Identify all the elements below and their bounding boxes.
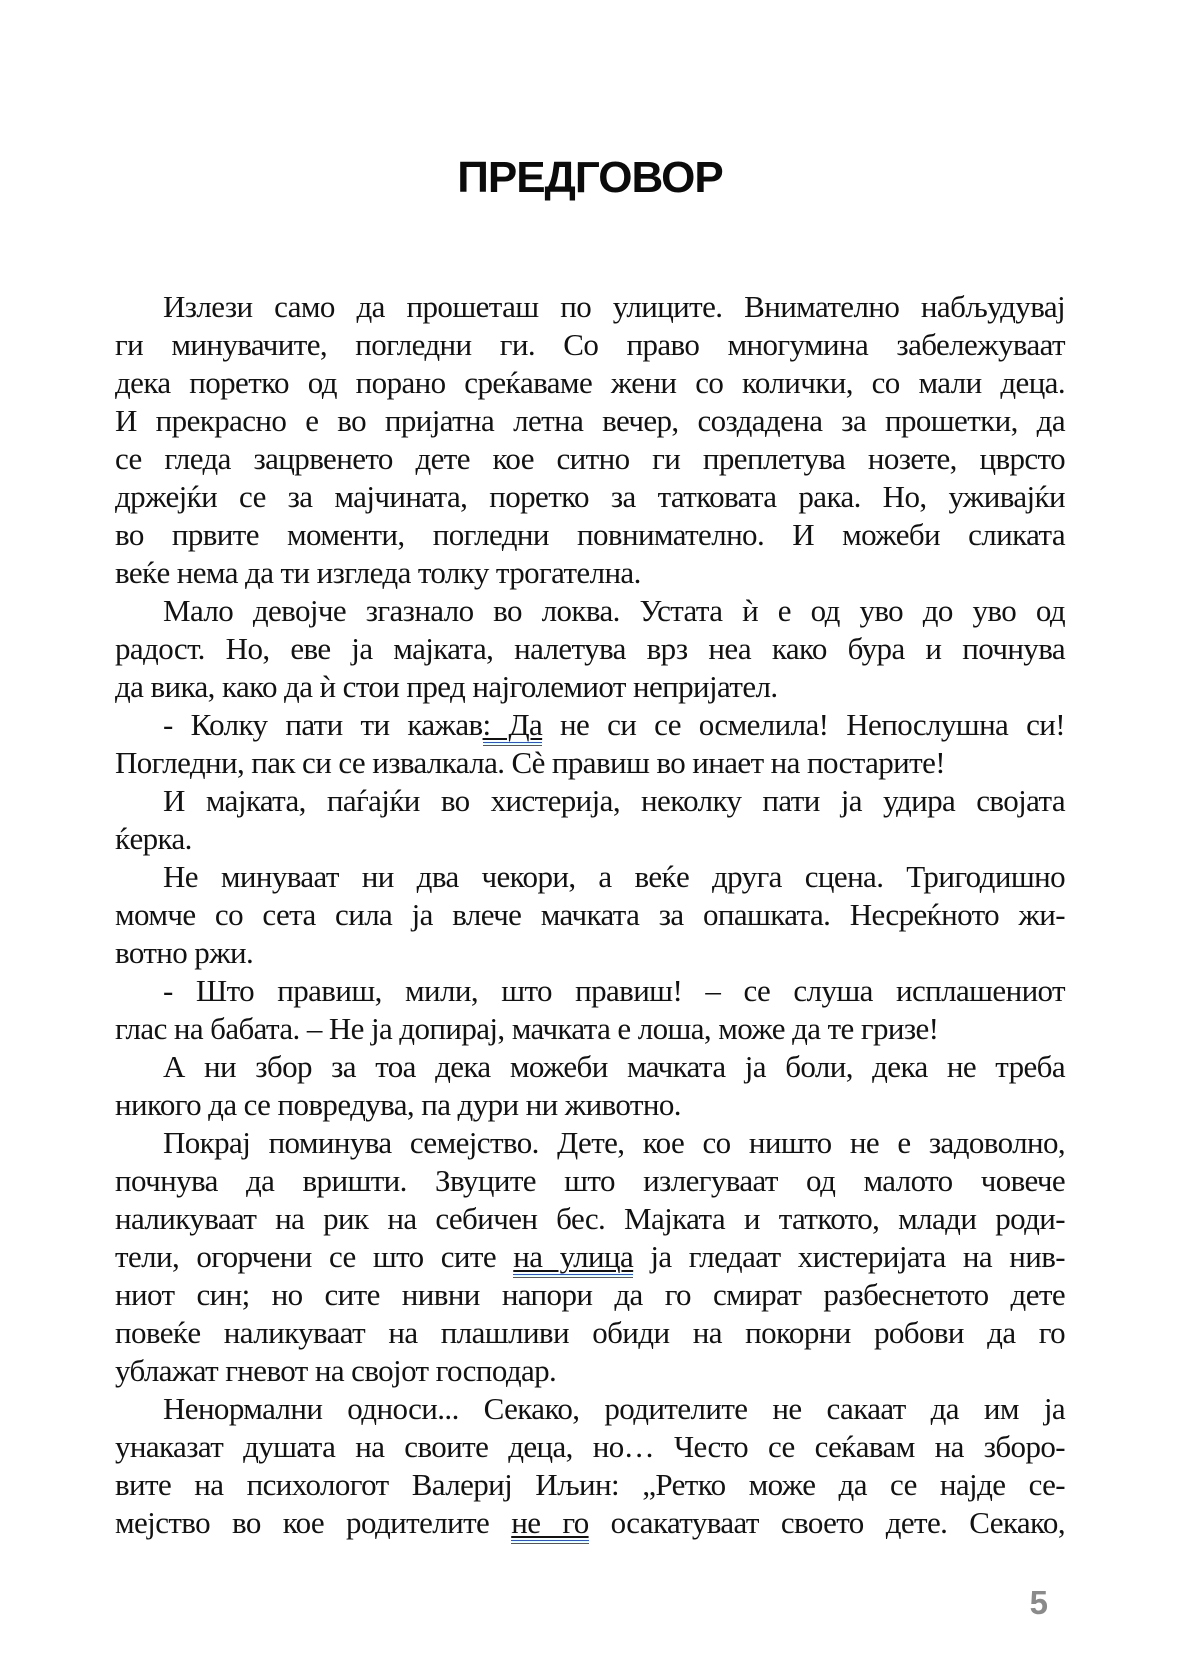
text-line — [115, 1390, 1065, 1428]
text-line — [115, 1162, 1065, 1200]
text-segment: не си се осмелила! Непослушна си! — [542, 707, 1065, 742]
text-line — [115, 668, 1065, 706]
text-line — [115, 592, 1065, 630]
text-line — [115, 630, 1065, 668]
text-line — [115, 934, 1065, 972]
text-line — [115, 1466, 1065, 1504]
text-segment: држејќи се за мајчината, поретко за татковата рака. Но, уживајќи — [115, 479, 1065, 514]
text-line — [115, 782, 1065, 820]
text-segment: Излези само да прошеташ по улиците. Внимателно набљудувај — [163, 289, 1065, 324]
text-segment: ублажат гневот на својот господар. — [115, 1353, 557, 1388]
text-segment: Мало девојче згазнало во локва. Устата ѝ е од уво до уво од — [163, 593, 1065, 628]
text-segment: Ненормални односи... Секако, родителите не сакаат да им ја — [163, 1391, 1065, 1426]
text-line — [115, 364, 1065, 402]
text-line — [115, 1276, 1065, 1314]
text-segment: почнува да вришти. Звуците што излегуваат од малото човече — [115, 1163, 1065, 1198]
text-segment: глас на бабата. – Не ја допирај, мачката е лоша, може да те гризе! — [115, 1011, 939, 1046]
text-line — [115, 1504, 1065, 1542]
text-segment: ќерка. — [115, 821, 192, 856]
text-line — [115, 402, 1065, 440]
page-title: ПРЕДГОВОР — [457, 153, 723, 203]
text-segment: Погледни, пак си се извалкала. Сѐ правиш во инает на постарите! — [115, 745, 946, 780]
text-line — [115, 1428, 1065, 1466]
text-line — [115, 858, 1065, 896]
text-segment: - Колку пати ти кажав — [163, 707, 483, 742]
text-line — [115, 820, 1065, 858]
text-line — [115, 706, 1065, 744]
text-segment: веќе нема да ти изгледа толку трогателна. — [115, 555, 641, 590]
text-segment: никого да се повредува, па дури ни животно. — [115, 1087, 681, 1122]
text-segment: во првите моменти, погледни повнимателно. И можеби сликата — [115, 517, 1065, 552]
text-segment: - Што правиш, мили, што правиш! – се слуша исплашениот — [163, 973, 1065, 1008]
text-segment: повеќе наликуваат на плашливи обиди на покорни робови да го — [115, 1315, 1065, 1350]
text-line — [115, 744, 1065, 782]
text-line — [115, 1124, 1065, 1162]
text-segment: А ни збор за тоа дека можеби мачката ја боли, дека не треба — [163, 1049, 1065, 1084]
page-number: 5 — [1029, 1584, 1048, 1621]
grammar-marked-text: : Да — [483, 707, 543, 746]
text-line — [115, 1086, 1065, 1124]
text-line — [115, 516, 1065, 554]
text-segment: Покрај поминува семејство. Дете, кое со ништо не е задоволно, — [163, 1125, 1065, 1160]
text-segment: мејство во кое родителите — [115, 1505, 512, 1540]
text-line — [115, 972, 1065, 1010]
text-segment: да вика, како да ѝ стои пред најголемиот непријател. — [115, 669, 778, 704]
text-line — [115, 1010, 1065, 1048]
text-line — [115, 478, 1065, 516]
text-segment: ја гледаат хистеријата на нив- — [633, 1239, 1065, 1274]
text-segment: момче со сета сила ја влече мачката за опашката. Несреќното жи- — [115, 897, 1065, 932]
text-segment: унаказат душата на своите деца, но… Често се сеќавам на зборо- — [115, 1429, 1065, 1464]
text-segment: вите на психологот Валериј Иљин: „Ретко може да се најде се- — [115, 1467, 1065, 1502]
text-segment: ниот син; но сите нивни напори да го смират разбеснетото дете — [115, 1277, 1065, 1312]
text-segment: вотно ржи. — [115, 935, 254, 970]
text-line — [115, 1200, 1065, 1238]
text-segment: тели, огорчени се што сите — [115, 1239, 514, 1274]
text-segment: ги минувачите, погледни ги. Со право многумина забележуваат — [115, 327, 1065, 362]
text-segment: се гледа зацрвенето дете кое ситно ги преплетува нозете, цврсто — [115, 441, 1065, 476]
text-line — [115, 1238, 1065, 1276]
text-segment: осакатуваат своето дете. Секако, — [588, 1505, 1065, 1540]
text-segment: дека поретко од порано среќаваме жени со колички, со мали деца. — [115, 365, 1065, 400]
text-segment: И мајката, паѓајќи во хистерија, неколку пати ја удира својата — [163, 783, 1065, 818]
text-segment: Не минуваат ни два чекори, а веќе друга сцена. Тригодишно — [163, 859, 1065, 894]
text-line — [115, 440, 1065, 478]
text-line — [115, 896, 1065, 934]
text-line — [115, 554, 1065, 592]
text-segment: наликуваат на рик на себичен бес. Мајката и таткото, млади роди- — [115, 1201, 1065, 1236]
text-line — [115, 1314, 1065, 1352]
text-line — [115, 1048, 1065, 1086]
grammar-marked-text: на улица — [513, 1239, 633, 1278]
text-segment: И прекрасно е во пријатна летна вечер, создадена за прошетки, да — [115, 403, 1065, 438]
text-line — [115, 288, 1065, 326]
text-segment: радост. Но, еве ја мајката, налетува врз неа како бура и почнува — [115, 631, 1065, 666]
grammar-marked-text: не го — [511, 1505, 588, 1544]
body-text — [115, 288, 1065, 1542]
text-line — [115, 326, 1065, 364]
text-line — [115, 1352, 1065, 1390]
